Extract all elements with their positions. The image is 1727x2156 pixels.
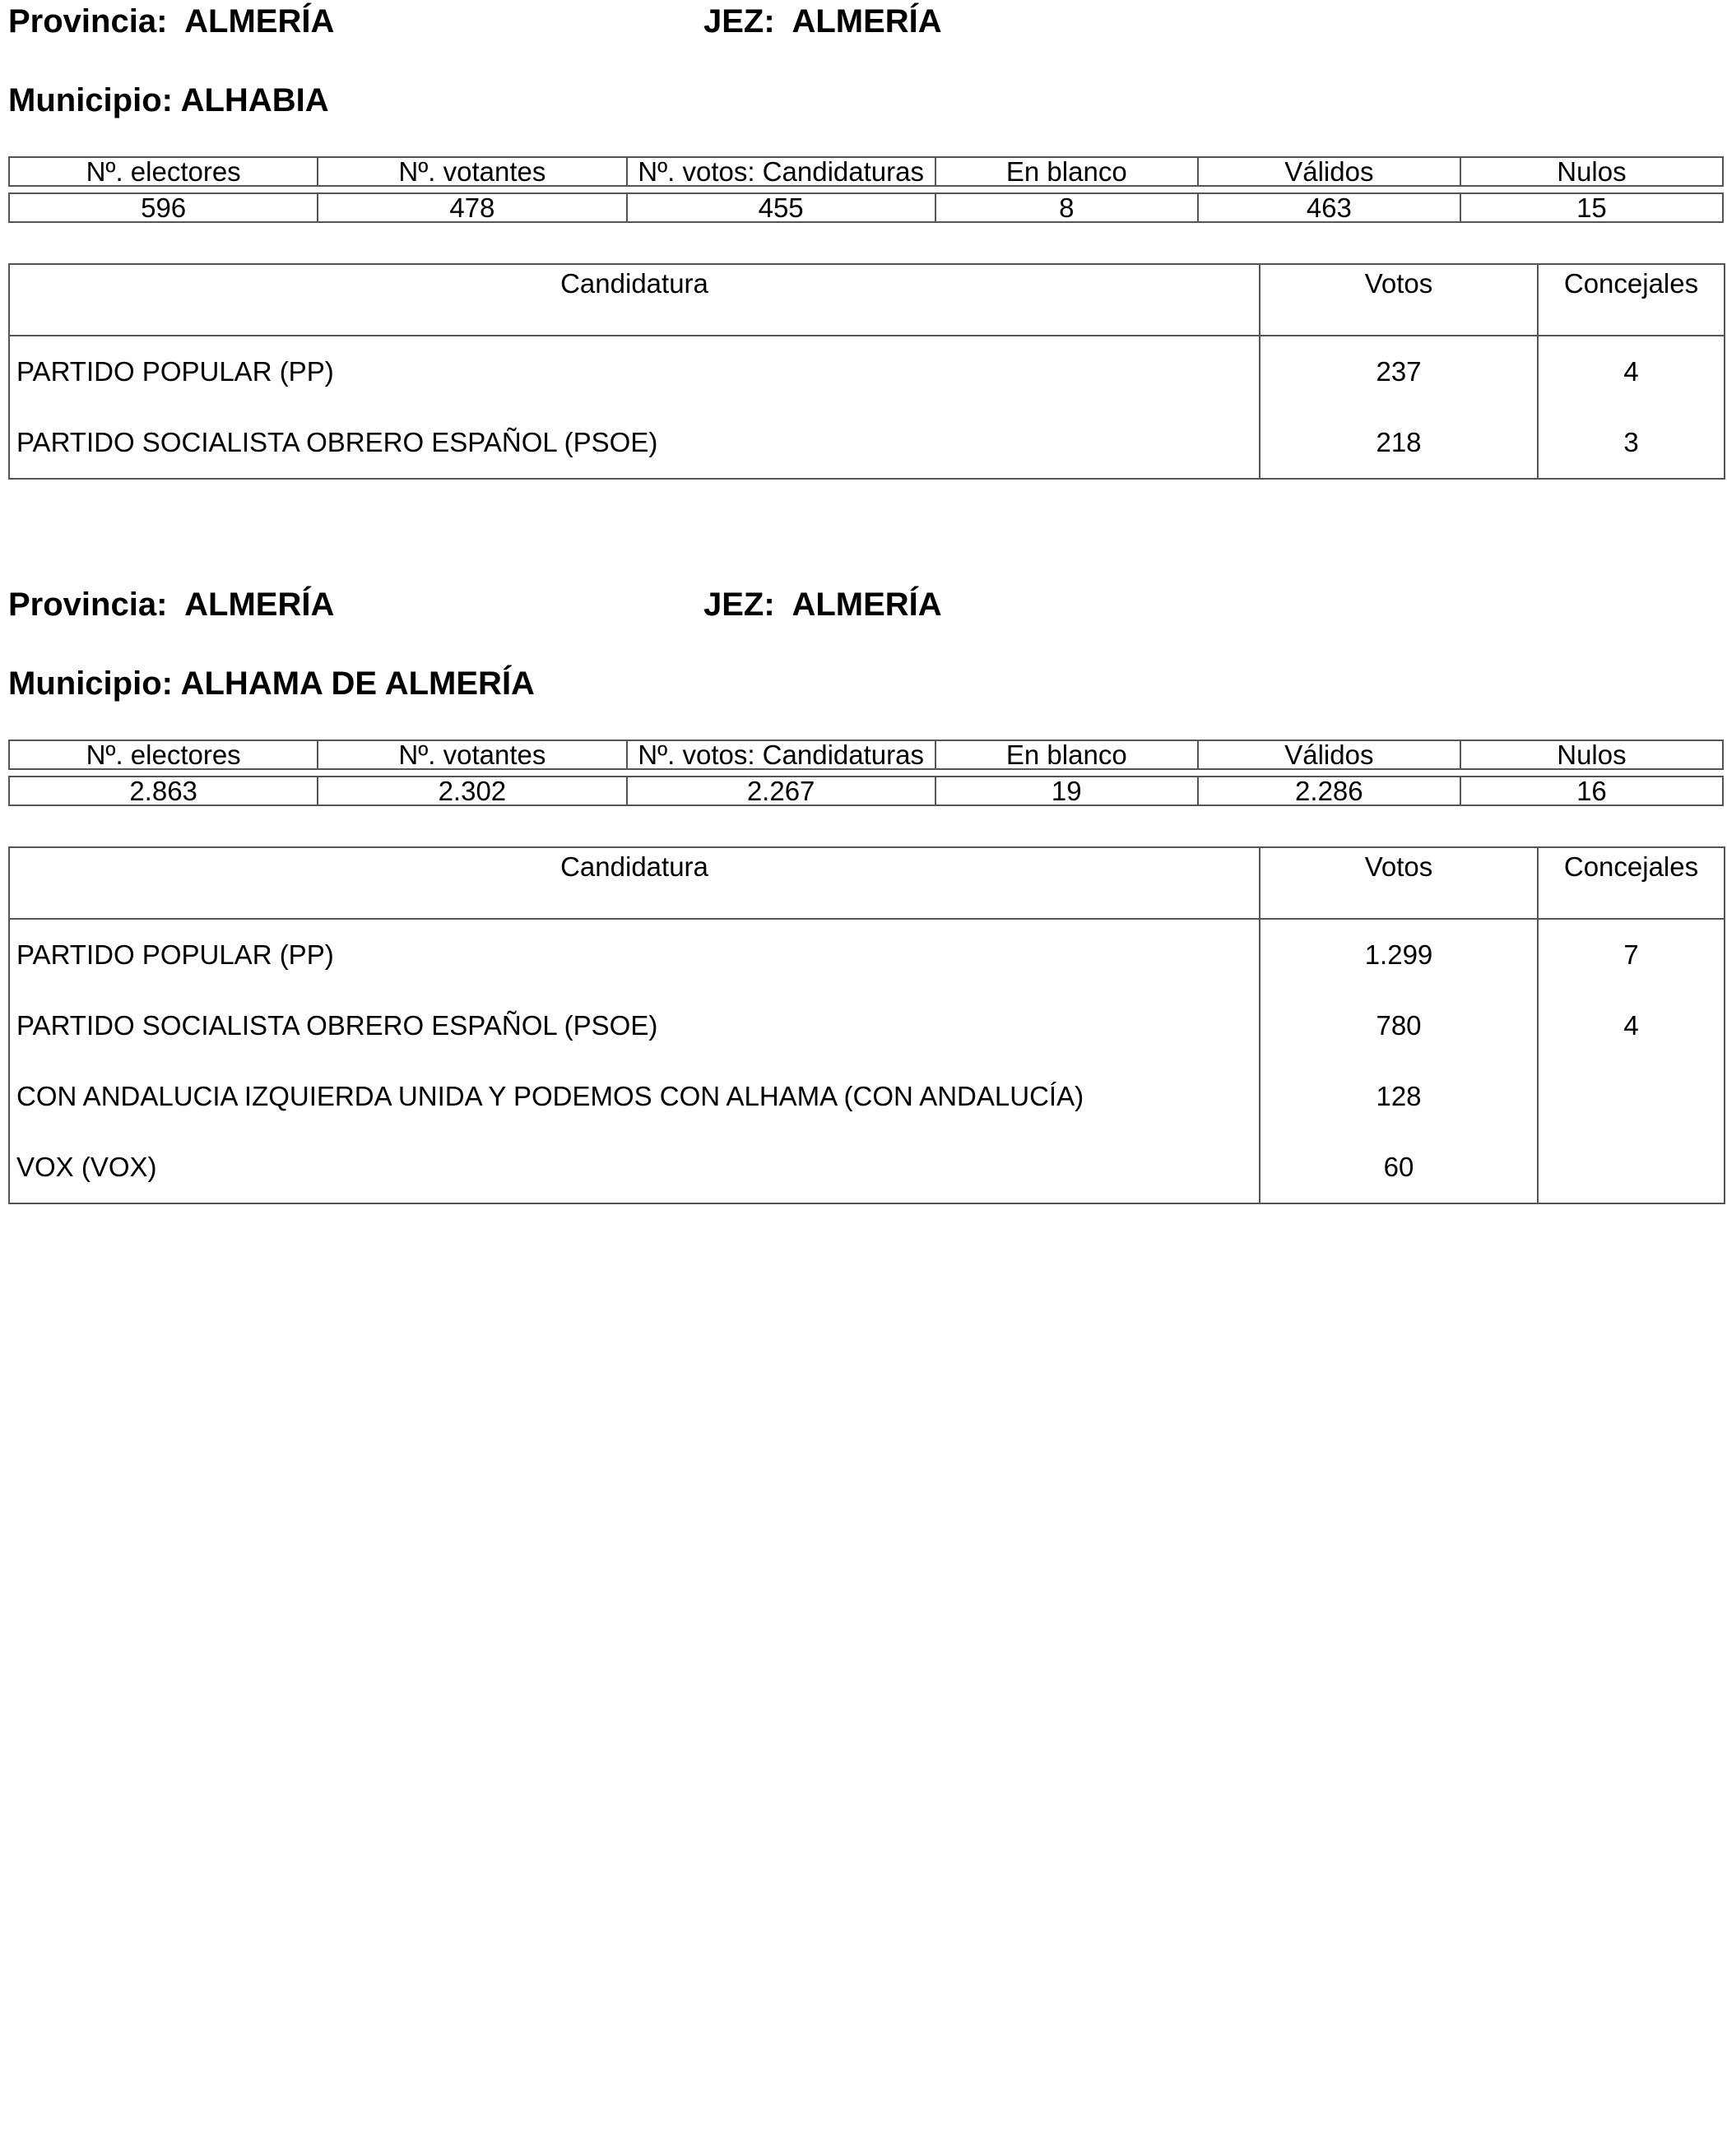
stats-value-cell: 15 [1460, 193, 1723, 222]
municipio-value: ALHAMA DE ALMERÍA [180, 665, 535, 702]
concejales-header: Concejales [1538, 264, 1725, 336]
stats-value-row [9, 777, 1723, 805]
stats-value-cell: 2.267 [627, 777, 935, 805]
table-row [9, 336, 1725, 407]
candidate-concejales: 4 [1538, 336, 1725, 407]
municipio-heading [8, 82, 329, 119]
stats-table [8, 740, 1724, 806]
candidate-concejales: 7 [1538, 919, 1725, 990]
votos-header: Votos [1260, 264, 1538, 336]
candidate-concejales [1538, 1061, 1725, 1132]
candidate-concejales: 3 [1538, 407, 1725, 479]
candidate-concejales: 4 [1538, 990, 1725, 1061]
candidate-name: PARTIDO POPULAR (PP) [16, 356, 334, 387]
stats-value-cell: 478 [318, 193, 626, 222]
municipio-label: Municipio: [8, 82, 173, 118]
table-row [9, 990, 1725, 1061]
jez-label: JEZ: [703, 587, 775, 623]
candidate-name: PARTIDO SOCIALISTA OBRERO ESPAÑOL (PSOE) [16, 427, 658, 457]
candidate-concejales [1538, 1132, 1725, 1203]
provincia-label: Provincia: [8, 587, 168, 623]
stats-header-cell: Nº. votantes [318, 157, 626, 186]
jez-heading [703, 587, 942, 624]
provincia-heading [8, 587, 334, 624]
stats-gap [9, 186, 1723, 193]
stats-gap [9, 769, 1723, 777]
candidate-votos: 780 [1260, 990, 1538, 1061]
stats-header-cell: Nº. electores [9, 157, 318, 186]
stats-header-cell: Válidos [1198, 740, 1460, 769]
jez-heading [703, 3, 942, 40]
stats-header-cell: En blanco [935, 740, 1198, 769]
municipio-label: Municipio: [8, 665, 173, 702]
block-header [8, 0, 1724, 49]
table-row [9, 919, 1725, 990]
stats-value-cell: 596 [9, 193, 318, 222]
municipio-block-alhabia [8, 0, 1724, 457]
candidaturas-table [8, 846, 1725, 1204]
provincia-value: ALMERÍA [184, 587, 335, 623]
provincia-heading [8, 3, 334, 40]
table-row [9, 1132, 1725, 1203]
stats-value-row [9, 193, 1723, 222]
votos-header: Votos [1260, 847, 1538, 919]
stats-header-row [9, 740, 1723, 769]
candidate-name: PARTIDO SOCIALISTA OBRERO ESPAÑOL (PSOE) [16, 1010, 658, 1041]
concejales-header: Concejales [1538, 847, 1725, 919]
candidaturas-header-row [9, 264, 1725, 336]
municipio-heading [8, 665, 535, 702]
candidate-name: CON ANDALUCIA IZQUIERDA UNIDA Y PODEMOS CON ALHAMA (CON ANDALUCÍA) [16, 1081, 1084, 1111]
candidatura-header: Candidatura [9, 264, 1260, 336]
table-row [9, 407, 1725, 479]
stats-header-cell: Nº. electores [9, 740, 318, 769]
stats-header-cell: Nº. votantes [318, 740, 626, 769]
candidate-votos: 60 [1260, 1132, 1538, 1203]
stats-value-cell: 2.302 [318, 777, 626, 805]
stats-value-cell: 2.863 [9, 777, 318, 805]
stats-header-cell: Nº. votos: Candidaturas [627, 740, 935, 769]
candidaturas-table [8, 263, 1725, 480]
stats-value-cell: 455 [627, 193, 935, 222]
block-header [8, 583, 1724, 633]
stats-value-cell: 16 [1460, 777, 1723, 805]
stats-header-cell: Nulos [1460, 740, 1723, 769]
stats-header-cell: Nº. votos: Candidaturas [627, 157, 935, 186]
stats-value-cell: 19 [935, 777, 1198, 805]
provincia-label: Provincia: [8, 3, 168, 39]
candidate-name: VOX (VOX) [16, 1152, 157, 1182]
provincia-value: ALMERÍA [184, 3, 335, 39]
candidate-votos: 128 [1260, 1061, 1538, 1132]
candidate-votos: 237 [1260, 336, 1538, 407]
table-row [9, 1061, 1725, 1132]
jez-value: ALMERÍA [792, 587, 942, 623]
candidate-votos: 218 [1260, 407, 1538, 479]
candidate-name: PARTIDO POPULAR (PP) [16, 939, 334, 970]
candidatura-header: Candidatura [9, 847, 1260, 919]
stats-value-cell: 463 [1198, 193, 1460, 222]
jez-value: ALMERÍA [792, 3, 942, 39]
stats-header-cell: En blanco [935, 157, 1198, 186]
municipio-value: ALHABIA [180, 82, 329, 118]
stats-table [8, 156, 1724, 223]
stats-header-row [9, 157, 1723, 186]
stats-header-cell: Nulos [1460, 157, 1723, 186]
jez-label: JEZ: [703, 3, 775, 39]
candidaturas-header-row [9, 847, 1725, 919]
municipio-block-alhama [8, 583, 1724, 1182]
stats-value-cell: 8 [935, 193, 1198, 222]
stats-header-cell: Válidos [1198, 157, 1460, 186]
candidate-votos: 1.299 [1260, 919, 1538, 990]
stats-value-cell: 2.286 [1198, 777, 1460, 805]
